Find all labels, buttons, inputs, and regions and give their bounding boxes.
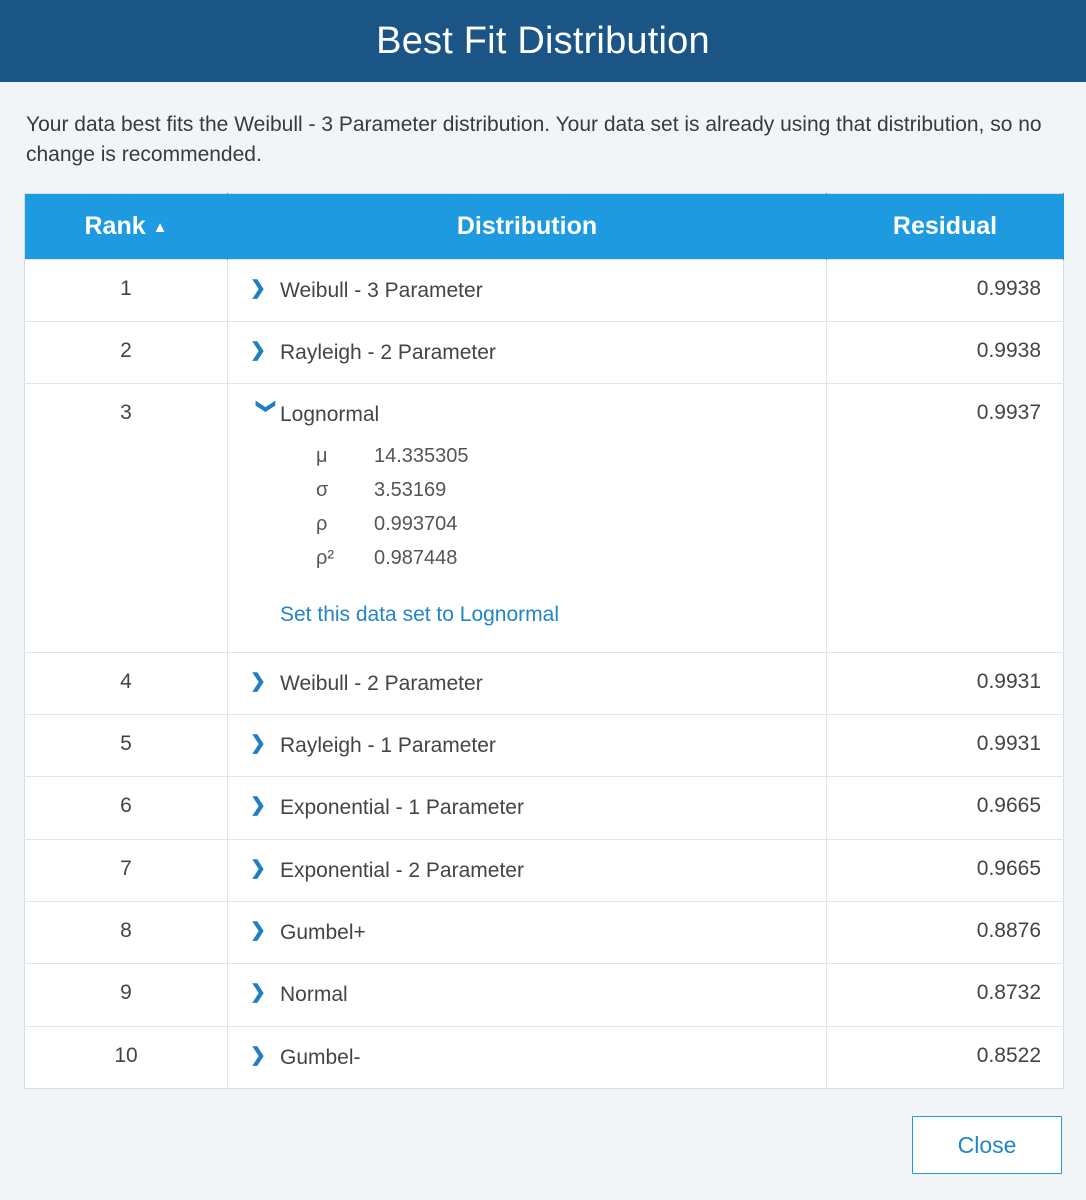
chevron-right-icon[interactable]: ❯ bbox=[250, 340, 266, 362]
column-header-residual-label: Residual bbox=[892, 211, 998, 240]
distribution-name: Gumbel+ bbox=[280, 920, 366, 944]
table-row[interactable] bbox=[25, 652, 1064, 714]
distribution-name: Normal bbox=[280, 983, 348, 1007]
chevron-right-icon[interactable]: ❯ bbox=[250, 277, 266, 299]
distribution-name: Rayleigh - 2 Parameter bbox=[280, 341, 496, 365]
parameter-row bbox=[316, 445, 826, 468]
close-button[interactable]: Close bbox=[912, 1116, 1062, 1174]
table-row[interactable] bbox=[25, 1026, 1064, 1088]
column-header-rank-label: Rank bbox=[84, 211, 146, 240]
rank-cell: 7 bbox=[25, 839, 228, 901]
residual-cell: 0.9931 bbox=[827, 652, 1064, 714]
distribution-name: Weibull - 2 Parameter bbox=[280, 671, 483, 695]
chevron-right-icon[interactable]: ❯ bbox=[250, 1044, 266, 1066]
distribution-name: Weibull - 3 Parameter bbox=[280, 278, 483, 302]
distribution-parameters bbox=[316, 445, 826, 570]
residual-cell: 0.8876 bbox=[827, 901, 1064, 963]
parameter-row bbox=[316, 513, 826, 536]
rank-cell: 6 bbox=[25, 777, 228, 839]
parameter-value: 3.53169 bbox=[374, 478, 447, 501]
parameter-row bbox=[316, 479, 826, 502]
parameter-symbol: ρ bbox=[316, 512, 328, 535]
sort-ascending-icon: ▲ bbox=[152, 218, 168, 236]
table-row[interactable] bbox=[25, 964, 1064, 1026]
table-row[interactable] bbox=[25, 322, 1064, 384]
column-header-residual[interactable] bbox=[827, 193, 1064, 259]
distribution-name: Lognormal bbox=[280, 403, 380, 427]
table-row[interactable] bbox=[25, 715, 1064, 777]
distribution-cell[interactable] bbox=[228, 384, 827, 652]
dialog-footer bbox=[0, 1094, 1086, 1200]
chevron-right-icon[interactable]: ❯ bbox=[250, 733, 266, 755]
residual-cell: 0.9938 bbox=[827, 322, 1064, 384]
table-row[interactable] bbox=[25, 839, 1064, 901]
residual-cell: 0.9665 bbox=[827, 839, 1064, 901]
chevron-right-icon[interactable]: ❯ bbox=[250, 795, 266, 817]
column-header-distribution[interactable] bbox=[228, 193, 827, 259]
table-row[interactable] bbox=[25, 901, 1064, 963]
rank-cell: 10 bbox=[25, 1026, 228, 1088]
residual-cell: 0.8522 bbox=[827, 1026, 1064, 1088]
residual-cell: 0.9665 bbox=[827, 777, 1064, 839]
residual-cell: 0.8732 bbox=[827, 964, 1064, 1026]
distribution-name: Gumbel- bbox=[280, 1045, 361, 1069]
chevron-right-icon[interactable]: ❯ bbox=[250, 670, 266, 692]
dialog-header bbox=[0, 0, 1086, 82]
rank-cell: 9 bbox=[25, 964, 228, 1026]
distribution-name: Exponential - 2 Parameter bbox=[280, 858, 524, 882]
residual-cell: 0.9937 bbox=[827, 384, 1064, 652]
distribution-cell[interactable] bbox=[228, 652, 827, 714]
rank-cell: 2 bbox=[25, 322, 228, 384]
parameter-value: 0.993704 bbox=[374, 512, 458, 535]
page-title: Best Fit Distribution bbox=[376, 19, 710, 62]
rank-cell: 3 bbox=[25, 384, 228, 652]
distribution-cell[interactable] bbox=[228, 964, 827, 1026]
parameter-row bbox=[316, 547, 826, 570]
rank-cell: 4 bbox=[25, 652, 228, 714]
distribution-fit-table bbox=[24, 193, 1064, 1089]
column-header-distribution-label: Distribution bbox=[456, 211, 598, 240]
dialog-body bbox=[0, 82, 1086, 1094]
residual-cell: 0.9938 bbox=[827, 259, 1064, 321]
rank-cell: 8 bbox=[25, 901, 228, 963]
parameter-symbol: μ bbox=[316, 444, 328, 467]
distribution-name: Rayleigh - 1 Parameter bbox=[280, 734, 496, 758]
parameter-value: 14.335305 bbox=[374, 444, 469, 467]
distribution-cell[interactable] bbox=[228, 1026, 827, 1088]
table-body bbox=[25, 259, 1064, 1088]
parameter-symbol: σ bbox=[316, 478, 329, 501]
parameter-value: 0.987448 bbox=[374, 546, 458, 569]
parameter-symbol: ρ² bbox=[316, 546, 335, 569]
table-header-row bbox=[25, 193, 1064, 259]
table-row[interactable] bbox=[25, 259, 1064, 321]
distribution-name: Exponential - 1 Parameter bbox=[280, 796, 524, 820]
rank-cell: 1 bbox=[25, 259, 228, 321]
table-row-expanded[interactable] bbox=[25, 384, 1064, 652]
table-row[interactable] bbox=[25, 777, 1064, 839]
set-data-set-link[interactable]: Set this data set to Lognormal bbox=[280, 602, 559, 626]
chevron-down-icon[interactable]: ❯ bbox=[255, 398, 277, 415]
chevron-right-icon[interactable]: ❯ bbox=[250, 982, 266, 1004]
chevron-right-icon[interactable]: ❯ bbox=[250, 919, 266, 941]
recommendation-message: Your data best fits the Weibull - 3 Parameter distribution. Your data set is already using that distribution, so no change is recommended. bbox=[26, 113, 1042, 167]
chevron-right-icon[interactable]: ❯ bbox=[250, 857, 266, 879]
rank-cell: 5 bbox=[25, 715, 228, 777]
residual-cell: 0.9931 bbox=[827, 715, 1064, 777]
distribution-cell[interactable] bbox=[228, 259, 827, 321]
distribution-cell[interactable] bbox=[228, 715, 827, 777]
distribution-cell[interactable] bbox=[228, 901, 827, 963]
distribution-cell[interactable] bbox=[228, 322, 827, 384]
column-header-rank[interactable] bbox=[25, 193, 228, 259]
distribution-cell[interactable] bbox=[228, 839, 827, 901]
distribution-cell[interactable] bbox=[228, 777, 827, 839]
